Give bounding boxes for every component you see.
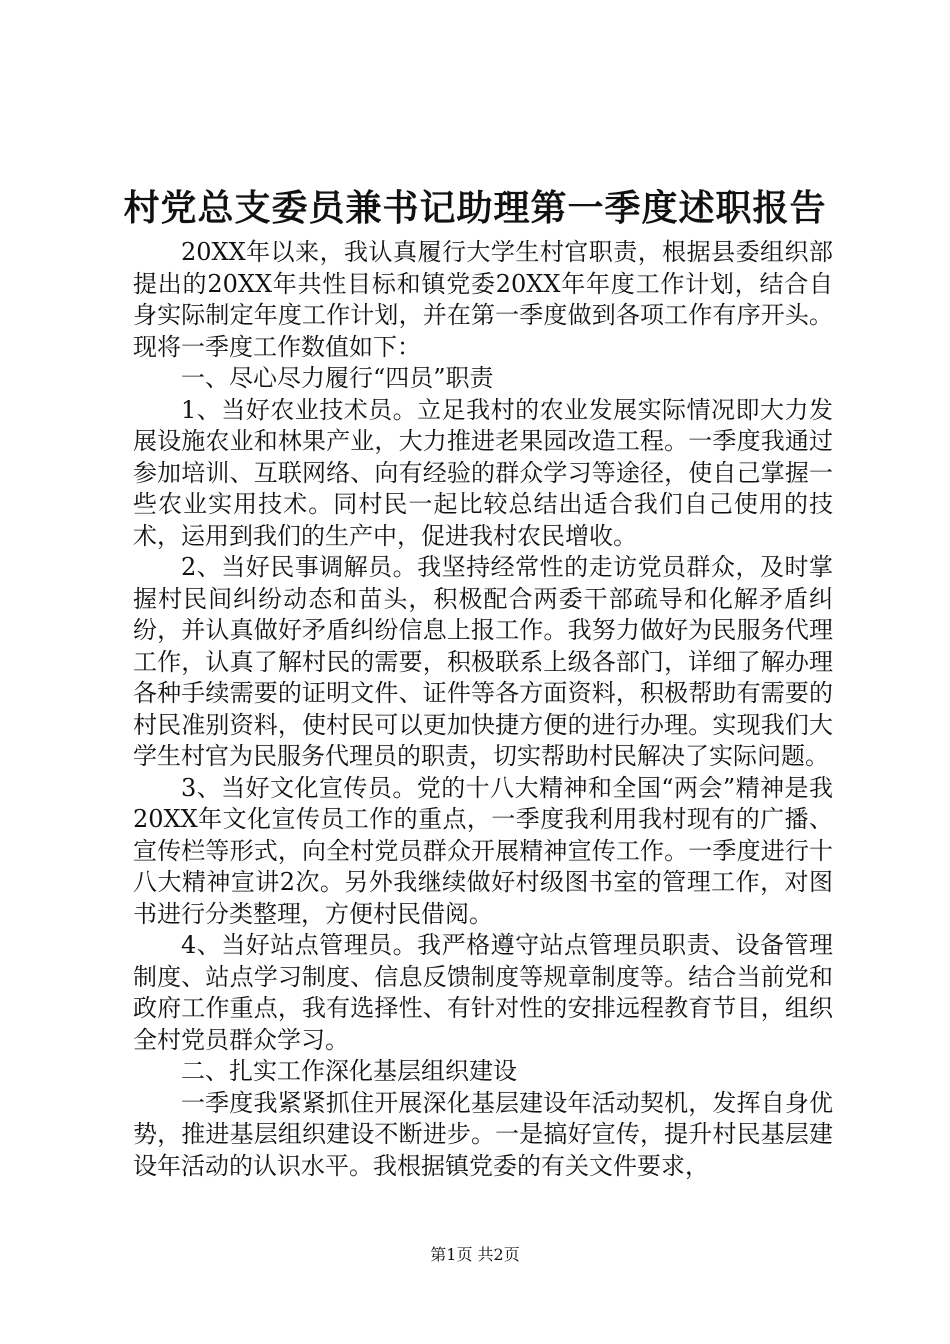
document-title: 村党总支委员兼书记助理第一季度述职报告: [123, 187, 827, 229]
paragraph-mediator: 2、当好民事调解员。我坚持经常性的走访党员群众，及时掌握村民间纠纷动态和苗头，积极配合两委干部疏导和化解矛盾纠纷，并认真做好矛盾纠纷信息上报工作。我努力做好为民服务代理工作，认真了解村民的需要，积极联系上级各部门，详细了解办理各种手续需要的证明文件、证件等各方面资料，积极帮助有需要的村民准别资料，使村民可以更加快捷方便的进行办理。实现我们大学生村官为民服务代理员的职责，切实帮助村民解决了实际问题。: [133, 553, 833, 770]
paragraph-agri-tech: 1、当好农业技术员。立足我村的农业发展实际情况即大力发展设施农业和林果产业，大力推进老果园改造工程。一季度我通过参加培训、互联网络、向有经验的群众学习等途径，使自己掌握一些农业实用技术。同村民一起比较总结出适合我们自己使用的技术，运用到我们的生产中，促进我村农民增收。: [133, 395, 833, 550]
page-number-footer: 第1页 共2页: [430, 1245, 520, 1264]
paragraph-intro: 20XX年以来，我认真履行大学生村官职责，根据县委组织部提出的20XX年共性目标和镇党委20XX年年度工作计划，结合自身实际制定年度工作计划，并在第一季度做到各项工作有序开头。现将一季度工作数值如下：: [133, 238, 833, 361]
paragraph-org-building: 一季度我紧紧抓住开展深化基层建设年活动契机，发挥自身优势，推进基层组织建设不断进步。一是搞好宣传，提升村民基层建设年活动的认识水平。我根据镇党委的有关文件要求，: [133, 1088, 833, 1180]
section-heading-2: 二、扎实工作深化基层组织建设: [181, 1057, 517, 1085]
document-body: [133, 237, 833, 1182]
paragraph-station: 4、当好站点管理员。我严格遵守站点管理员职责、设备管理制度、站点学习制度、信息反馈制度等规章制度等。结合当前党和政府工作重点，我有选择性、有针对性的安排远程教育节目，组织全村党员群众学习。: [133, 931, 833, 1054]
section-heading-1: 一、尽心尽力履行“四员”职责: [181, 364, 494, 392]
paragraph-culture: 3、当好文化宣传员。党的十八大精神和全国“两会”精神是我20XX年文化宣传员工作的重点，一季度我利用我村现有的广播、宣传栏等形式，向全村党员群众开展精神宣传工作。一季度进行十八大精神宣讲2次。另外我继续做好村级图书室的管理工作，对图书进行分类整理，方便村民借阅。: [133, 773, 833, 928]
